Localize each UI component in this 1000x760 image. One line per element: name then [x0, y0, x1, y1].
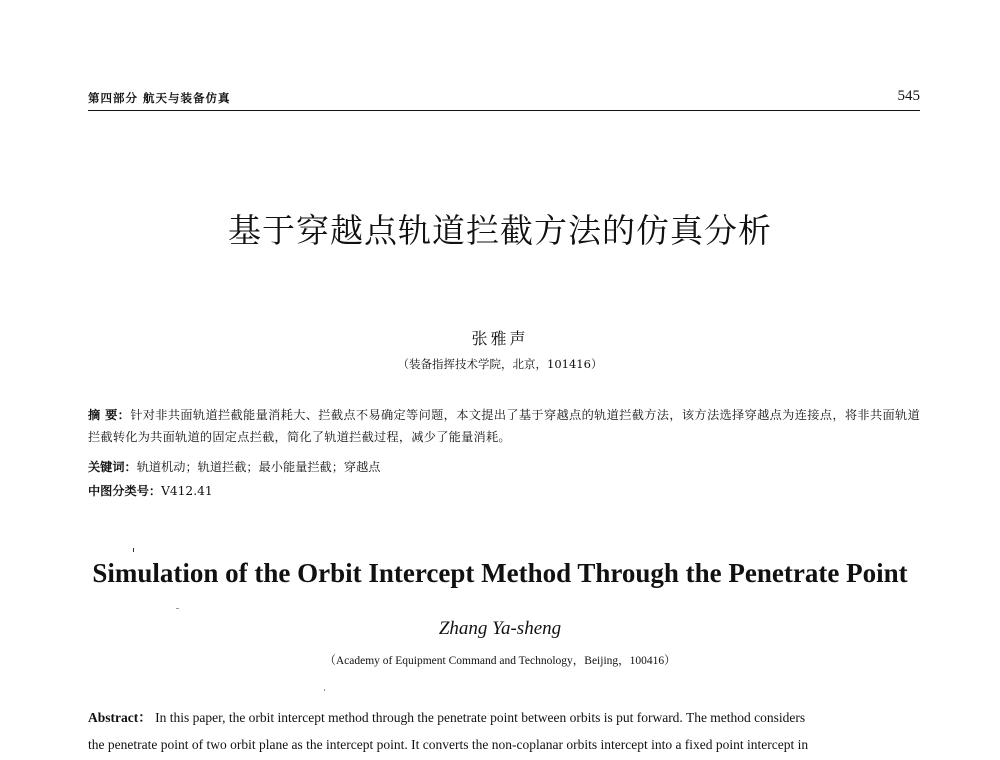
chinese-classification-label: 中图分类号： — [88, 484, 162, 498]
chinese-author: 张雅声 — [471, 329, 529, 348]
chinese-title: 基于穿越点轨道拦截方法的仿真分析 — [228, 211, 772, 250]
scan-speck — [133, 548, 134, 552]
english-affiliation: （Academy of Equipment Command and Technology，Beijing，100416） — [324, 655, 676, 667]
header-section-title: 第四部分 航天与装备仿真 — [88, 91, 231, 105]
english-abstract — [88, 704, 920, 758]
running-header — [88, 88, 920, 111]
english-title: Simulation of the Orbit Intercept Method Through the Penetrate Point — [92, 558, 908, 588]
chinese-abstract — [88, 404, 920, 448]
english-author: Zhang Ya-sheng — [438, 618, 562, 639]
chinese-affiliation: （装备指挥技术学院，北京，101416） — [397, 357, 603, 371]
chinese-classification — [88, 480, 920, 502]
english-abstract-line-1 — [88, 704, 920, 731]
chinese-abstract-label: 摘 要： — [88, 408, 131, 422]
english-abstract-line-2: the penetrate point of two orbit plane as the intercept point. It converts the non-coplanar orbits intercept into a fixed point intercept in — [88, 737, 809, 752]
chinese-keywords — [88, 456, 920, 478]
chinese-keywords-label: 关键词： — [88, 460, 137, 474]
header-page-number: 545 — [897, 88, 920, 104]
chinese-classification-text: V412.41 — [161, 484, 213, 498]
scan-speck — [176, 608, 179, 609]
scan-speck — [324, 689, 325, 691]
chinese-keywords-text: 轨道机动；轨道拦截；最小能量拦截；穿越点 — [136, 460, 381, 474]
english-abstract-text-1: In this paper, the orbit intercept method through the penetrate point between orbits is put forward. The method considers — [151, 710, 806, 725]
chinese-abstract-text: 针对非共面轨道拦截能量消耗大、拦截点不易确定等问题，本文提出了基于穿越点的轨道拦截方法，该方法选择穿越点为连接点，将非共面轨道拦截转化为共面轨道的固定点拦截，简化了轨道拦截过程，减少了能量消耗。 — [88, 408, 921, 444]
english-abstract-label: Abstract： — [88, 710, 152, 725]
